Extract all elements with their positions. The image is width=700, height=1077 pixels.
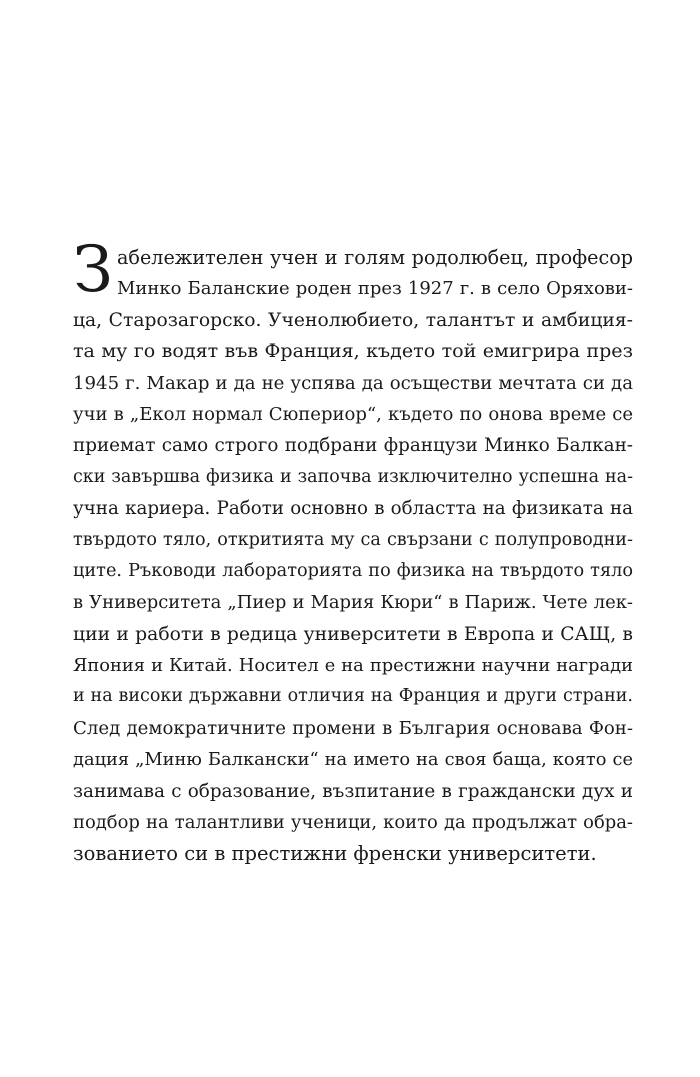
text-line: Япония и Китай. Носител е на престижни научни награди: [73, 655, 633, 677]
text-line: Минко Баланскиe роден през 1927 г. в село Оряхови-: [117, 278, 633, 300]
text-line: зованието си в престижни френски университети.: [73, 842, 597, 866]
text-line: в Университета „Пиер и Мария Кюри“ в Париж. Чете лек-: [73, 592, 633, 614]
text-line: приемат само строго подбрани французи Минко Балкан-: [73, 435, 633, 457]
text-line: 1945 г. Макар и да не успява да осъществи мечтата си да: [73, 372, 633, 394]
text-line: подбор на талантливи ученици, които да продължат обра-: [73, 812, 633, 834]
text-line: ца, Старозагорско. Ученолюбието, талантът и амбиция-: [73, 309, 633, 331]
text-line: твърдото тяло, откритията му са свързани с полупроводни-: [73, 529, 633, 550]
text-line: и на високи държавни отличия на Франция и други страни.: [73, 686, 633, 707]
drop-cap-letter: З: [73, 233, 113, 307]
text-line: та му го водят във Франция, където той емигрира през: [73, 340, 633, 363]
text-line: ции и работи в редица университети в Европа и САЩ, в: [73, 623, 633, 645]
text-line: учна кариера. Работи основно в областта на физиката на: [73, 498, 633, 520]
body-paragraph: [73, 242, 633, 870]
text-line: След демократичните промени в България основава Фон-: [73, 717, 633, 739]
text-line: занимава с образование, възпитание в граждански дух и: [73, 780, 633, 802]
text-line: абележителен учен и голям родолюбец, професор: [117, 246, 633, 269]
text-line: дация „Миню Балкански“ на името на своя баща, която се: [73, 749, 633, 771]
text-line: учи в „Екол нормал Сюпериор“, където по онова време се: [73, 403, 633, 425]
text-line: ците. Ръководи лабораторията по физика на твърдото тяло: [73, 560, 633, 581]
text-line: ски завършва физика и започва изключително успешна на-: [73, 466, 633, 487]
